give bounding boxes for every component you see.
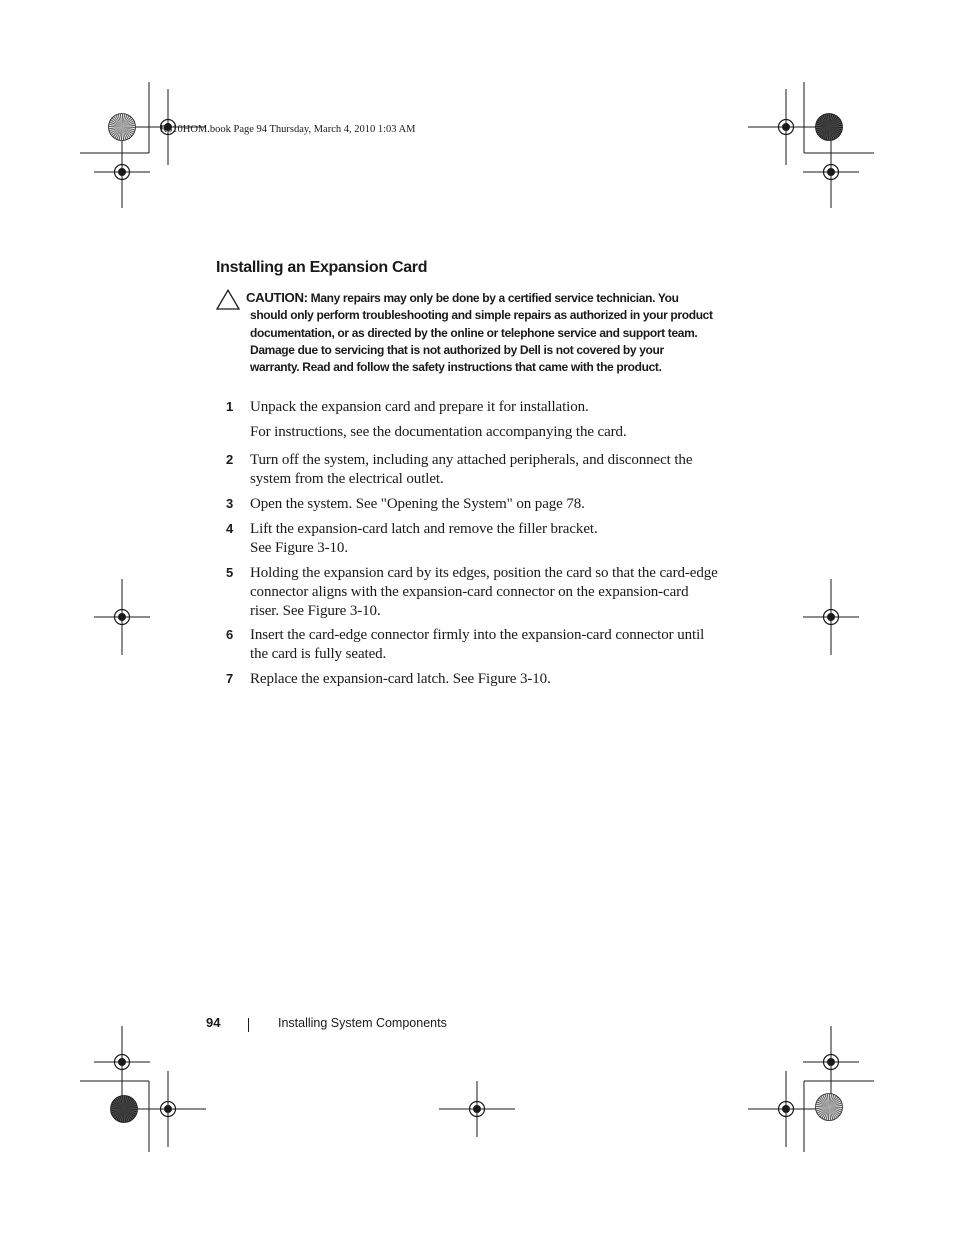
registration-crosshair-icon <box>94 1026 150 1098</box>
step-number: 2 <box>226 452 234 467</box>
step-number: 3 <box>226 496 234 511</box>
step-text: Replace the expansion-card latch. See Figure 3-10. <box>250 671 551 687</box>
step-number: 5 <box>226 565 234 580</box>
registration-crosshair-icon <box>748 89 824 165</box>
caution-body <box>246 289 716 376</box>
page-number: 94 <box>206 1015 221 1030</box>
registration-crosshair-icon <box>130 1071 206 1147</box>
step-item <box>226 626 718 664</box>
step-number: 6 <box>226 627 234 642</box>
step-note: For instructions, see the documentation accompanying the card. <box>250 424 627 440</box>
step-text: Turn off the system, including any attached peripherals, and disconnect the system from the electrical outlet. <box>250 452 693 487</box>
registration-crosshair-icon <box>803 579 859 655</box>
step-item <box>226 451 718 489</box>
caution-label: CAUTION: <box>246 290 308 305</box>
star-target-icon <box>109 114 136 141</box>
step-item <box>226 398 718 442</box>
step-text: Insert the card-edge connector firmly into the expansion-card connector until the card is fully seated. <box>250 627 705 662</box>
step-text: Open the system. See "Opening the System" on page 78. <box>250 496 585 512</box>
step-text: Lift the expansion-card latch and remove the filler bracket. <box>250 521 598 537</box>
step-number: 4 <box>226 521 234 536</box>
star-target-icon <box>816 1094 843 1121</box>
caution-triangle-icon <box>216 289 240 310</box>
registration-crosshair-icon <box>439 1081 515 1137</box>
step-item <box>226 564 718 621</box>
step-text: Unpack the expansion card and prepare it for installation. <box>250 399 589 415</box>
registration-crosshair-icon <box>748 1071 824 1147</box>
caution-note <box>216 289 716 376</box>
step-item <box>226 495 718 514</box>
star-target-icon <box>816 114 843 141</box>
footer-divider <box>248 1018 249 1032</box>
registration-crosshair-icon <box>803 136 859 208</box>
star-target-icon <box>111 1096 138 1123</box>
print-header: R310HOM.book Page 94 Thursday, March 4, 2010 1:03 AM <box>160 124 416 135</box>
step-item <box>226 520 718 558</box>
footer-section-title: Installing System Components <box>278 1016 447 1030</box>
step-number: 7 <box>226 671 234 686</box>
step-text-line2: See Figure 3-10. <box>250 540 348 556</box>
registration-crosshair-icon <box>803 1026 859 1098</box>
step-text: Holding the expansion card by its edges, position the card so that the card-edge connector aligns with the expansion-card connector on the expansion-card riser. See Figure 3-10. <box>250 565 718 619</box>
caution-text: Many repairs may only be done by a certified service technician. You should only perform troubleshooting and simple repairs as authorized in your product documentation, or as directed by the online or telephone service and support team. Damage due to servicing that is not authorized by Dell is not covered by your warranty. Read and follow the safety instructions that came with the product. <box>250 291 713 375</box>
section-heading: Installing an Expansion Card <box>216 259 428 276</box>
step-number: 1 <box>226 399 234 414</box>
registration-crosshair-icon <box>94 136 150 208</box>
registration-crosshair-icon <box>94 579 150 655</box>
step-item <box>226 670 718 689</box>
